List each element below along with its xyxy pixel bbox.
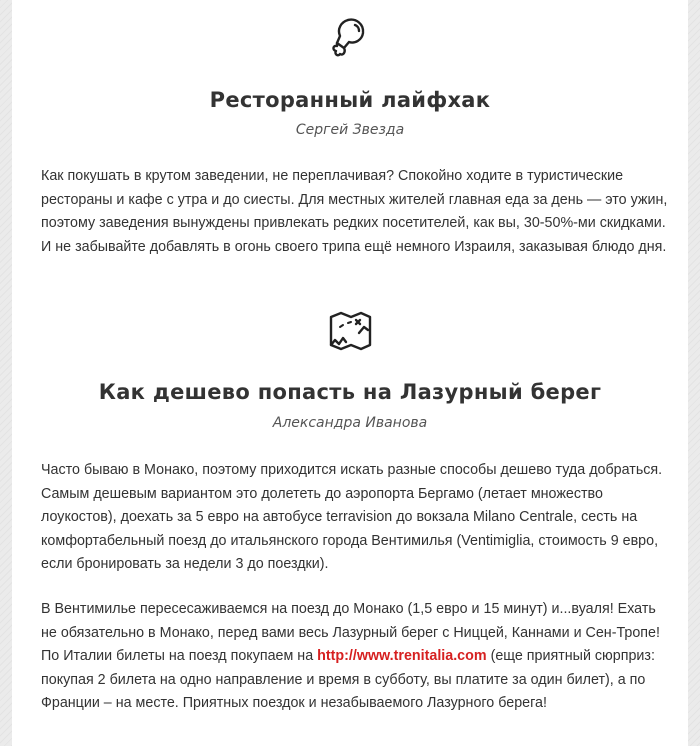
paragraph-text: В Вентимилье пересесаживаемся на поезд до Монако (1,5 евро и 15 минут) и...вуаля! Ехать не обязательно в Монако, перед вами весь Лазурный берег с Ниццей, Каннами и Сен-Тропе! По Италии билеты на поезд покупаем на bbox=[41, 601, 660, 665]
article-page bbox=[12, 0, 688, 746]
section-title: Как дешево попасть на Лазурный берег bbox=[98, 380, 602, 404]
section-author: Сергей Звезда bbox=[295, 122, 405, 138]
section-author: Александра Иванова bbox=[272, 415, 428, 431]
chicken-leg-icon bbox=[326, 14, 374, 62]
treasure-map-icon bbox=[326, 307, 374, 355]
trenitalia-link[interactable]: http://www.trenitalia.com bbox=[317, 648, 487, 665]
section-title: Ресторанный лайфхак bbox=[209, 88, 491, 112]
section-paragraph bbox=[41, 598, 671, 716]
section-paragraph: Часто бываю в Монако, поэтому приходится искать разные способы дешево туда добраться. Самым дешевым вариантом это долететь до аэропорта Бергамо (летает множество лоукостов), доехать за 5 евро на автобусе terravision до вокзала Milano Centrale, сесть на комфортабельный поезд до итальянского города Вентимилья (Ventimiglia, стоимость 9 евро, если бронировать за недели 3 до поездки). bbox=[41, 462, 663, 573]
section-paragraph: Как покушать в крутом заведении, не переплачивая? Спокойно ходите в туристические рестораны и кафе с утра и до сиесты. Для местных жителей главная еда за день — это ужин, поэтому заведения вынуждены привлекать редких посетителей, как вы, 30-50%-ми скидками. И не забывайте добавлять в огонь своего трипа ещё немного Израиля, заказывая блюдо дня. bbox=[41, 168, 668, 255]
paragraph-text: (еще приятный сюрприз: покупая 2 билета на одно направление и время в субботу, вы платите за один билет), а по Франции – на месте. Приятных поездок и незабываемого Лазурного берега! bbox=[41, 648, 655, 712]
